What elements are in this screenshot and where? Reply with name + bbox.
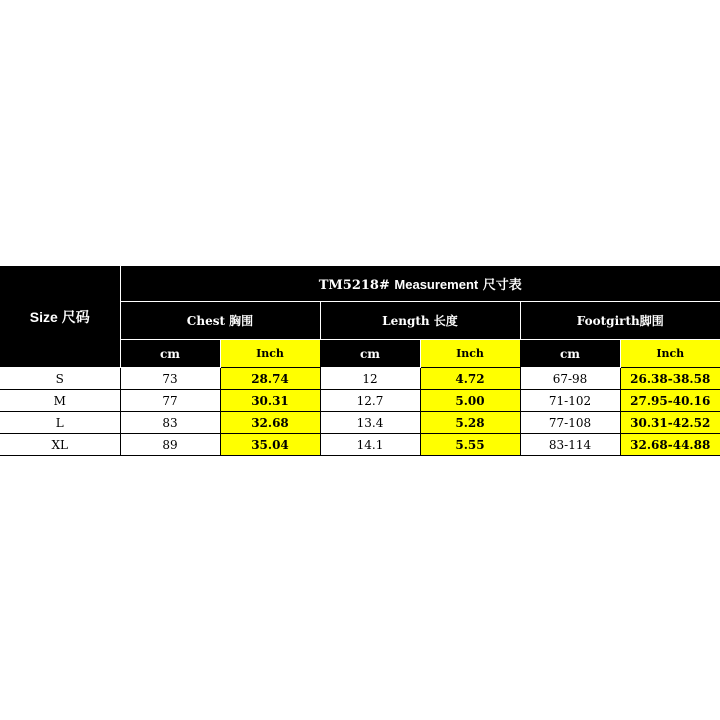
chest-cm-cell: 89 [120,434,220,456]
length-inch-cell: 5.00 [420,390,520,412]
length-cm-cell: 13.4 [320,412,420,434]
chest-inch-cell: 35.04 [220,434,320,456]
group-chest: Chest 胸围 [120,302,320,340]
size-cell: S [0,368,120,390]
measurement-table [0,265,720,456]
length-inch-cell: 5.28 [420,412,520,434]
length-cm-cell: 14.1 [320,434,420,456]
unit-cm-footgirth: cm [520,340,620,368]
foot-inch-cell: 26.38-38.58 [620,368,720,390]
foot-inch-cell: 32.68-44.88 [620,434,720,456]
size-cell: XL [0,434,120,456]
chest-cm-cell: 73 [120,368,220,390]
unit-cm-chest: cm [120,340,220,368]
chest-inch-cell: 32.68 [220,412,320,434]
unit-inch-length: Inch [420,340,520,368]
group-length: Length 长度 [320,302,520,340]
length-cm-cell: 12.7 [320,390,420,412]
foot-cm-cell: 77-108 [520,412,620,434]
chest-inch-cell: 28.74 [220,368,320,390]
foot-inch-cell: 30.31-42.52 [620,412,720,434]
group-footgirth: Footgirth脚围 [520,302,720,340]
table-row [0,434,720,456]
foot-cm-cell: 83-114 [520,434,620,456]
length-inch-cell: 5.55 [420,434,520,456]
foot-cm-cell: 71-102 [520,390,620,412]
size-cell: M [0,390,120,412]
table-title [120,266,720,302]
title-cn: 尺寸表 [482,277,522,293]
unit-inch-chest: Inch [220,340,320,368]
chest-cm-cell: 83 [120,412,220,434]
title-code: TM5218# [318,277,390,293]
unit-inch-footgirth: Inch [620,340,720,368]
table-row [0,368,720,390]
chest-cm-cell: 77 [120,390,220,412]
size-header: Size 尺码 [0,266,120,368]
foot-cm-cell: 67-98 [520,368,620,390]
unit-cm-length: cm [320,340,420,368]
chest-inch-cell: 30.31 [220,390,320,412]
table-row [0,412,720,434]
size-cell: L [0,412,120,434]
length-inch-cell: 4.72 [420,368,520,390]
title-main: Measurement [394,276,479,292]
foot-inch-cell: 27.95-40.16 [620,390,720,412]
length-cm-cell: 12 [320,368,420,390]
table-row [0,390,720,412]
